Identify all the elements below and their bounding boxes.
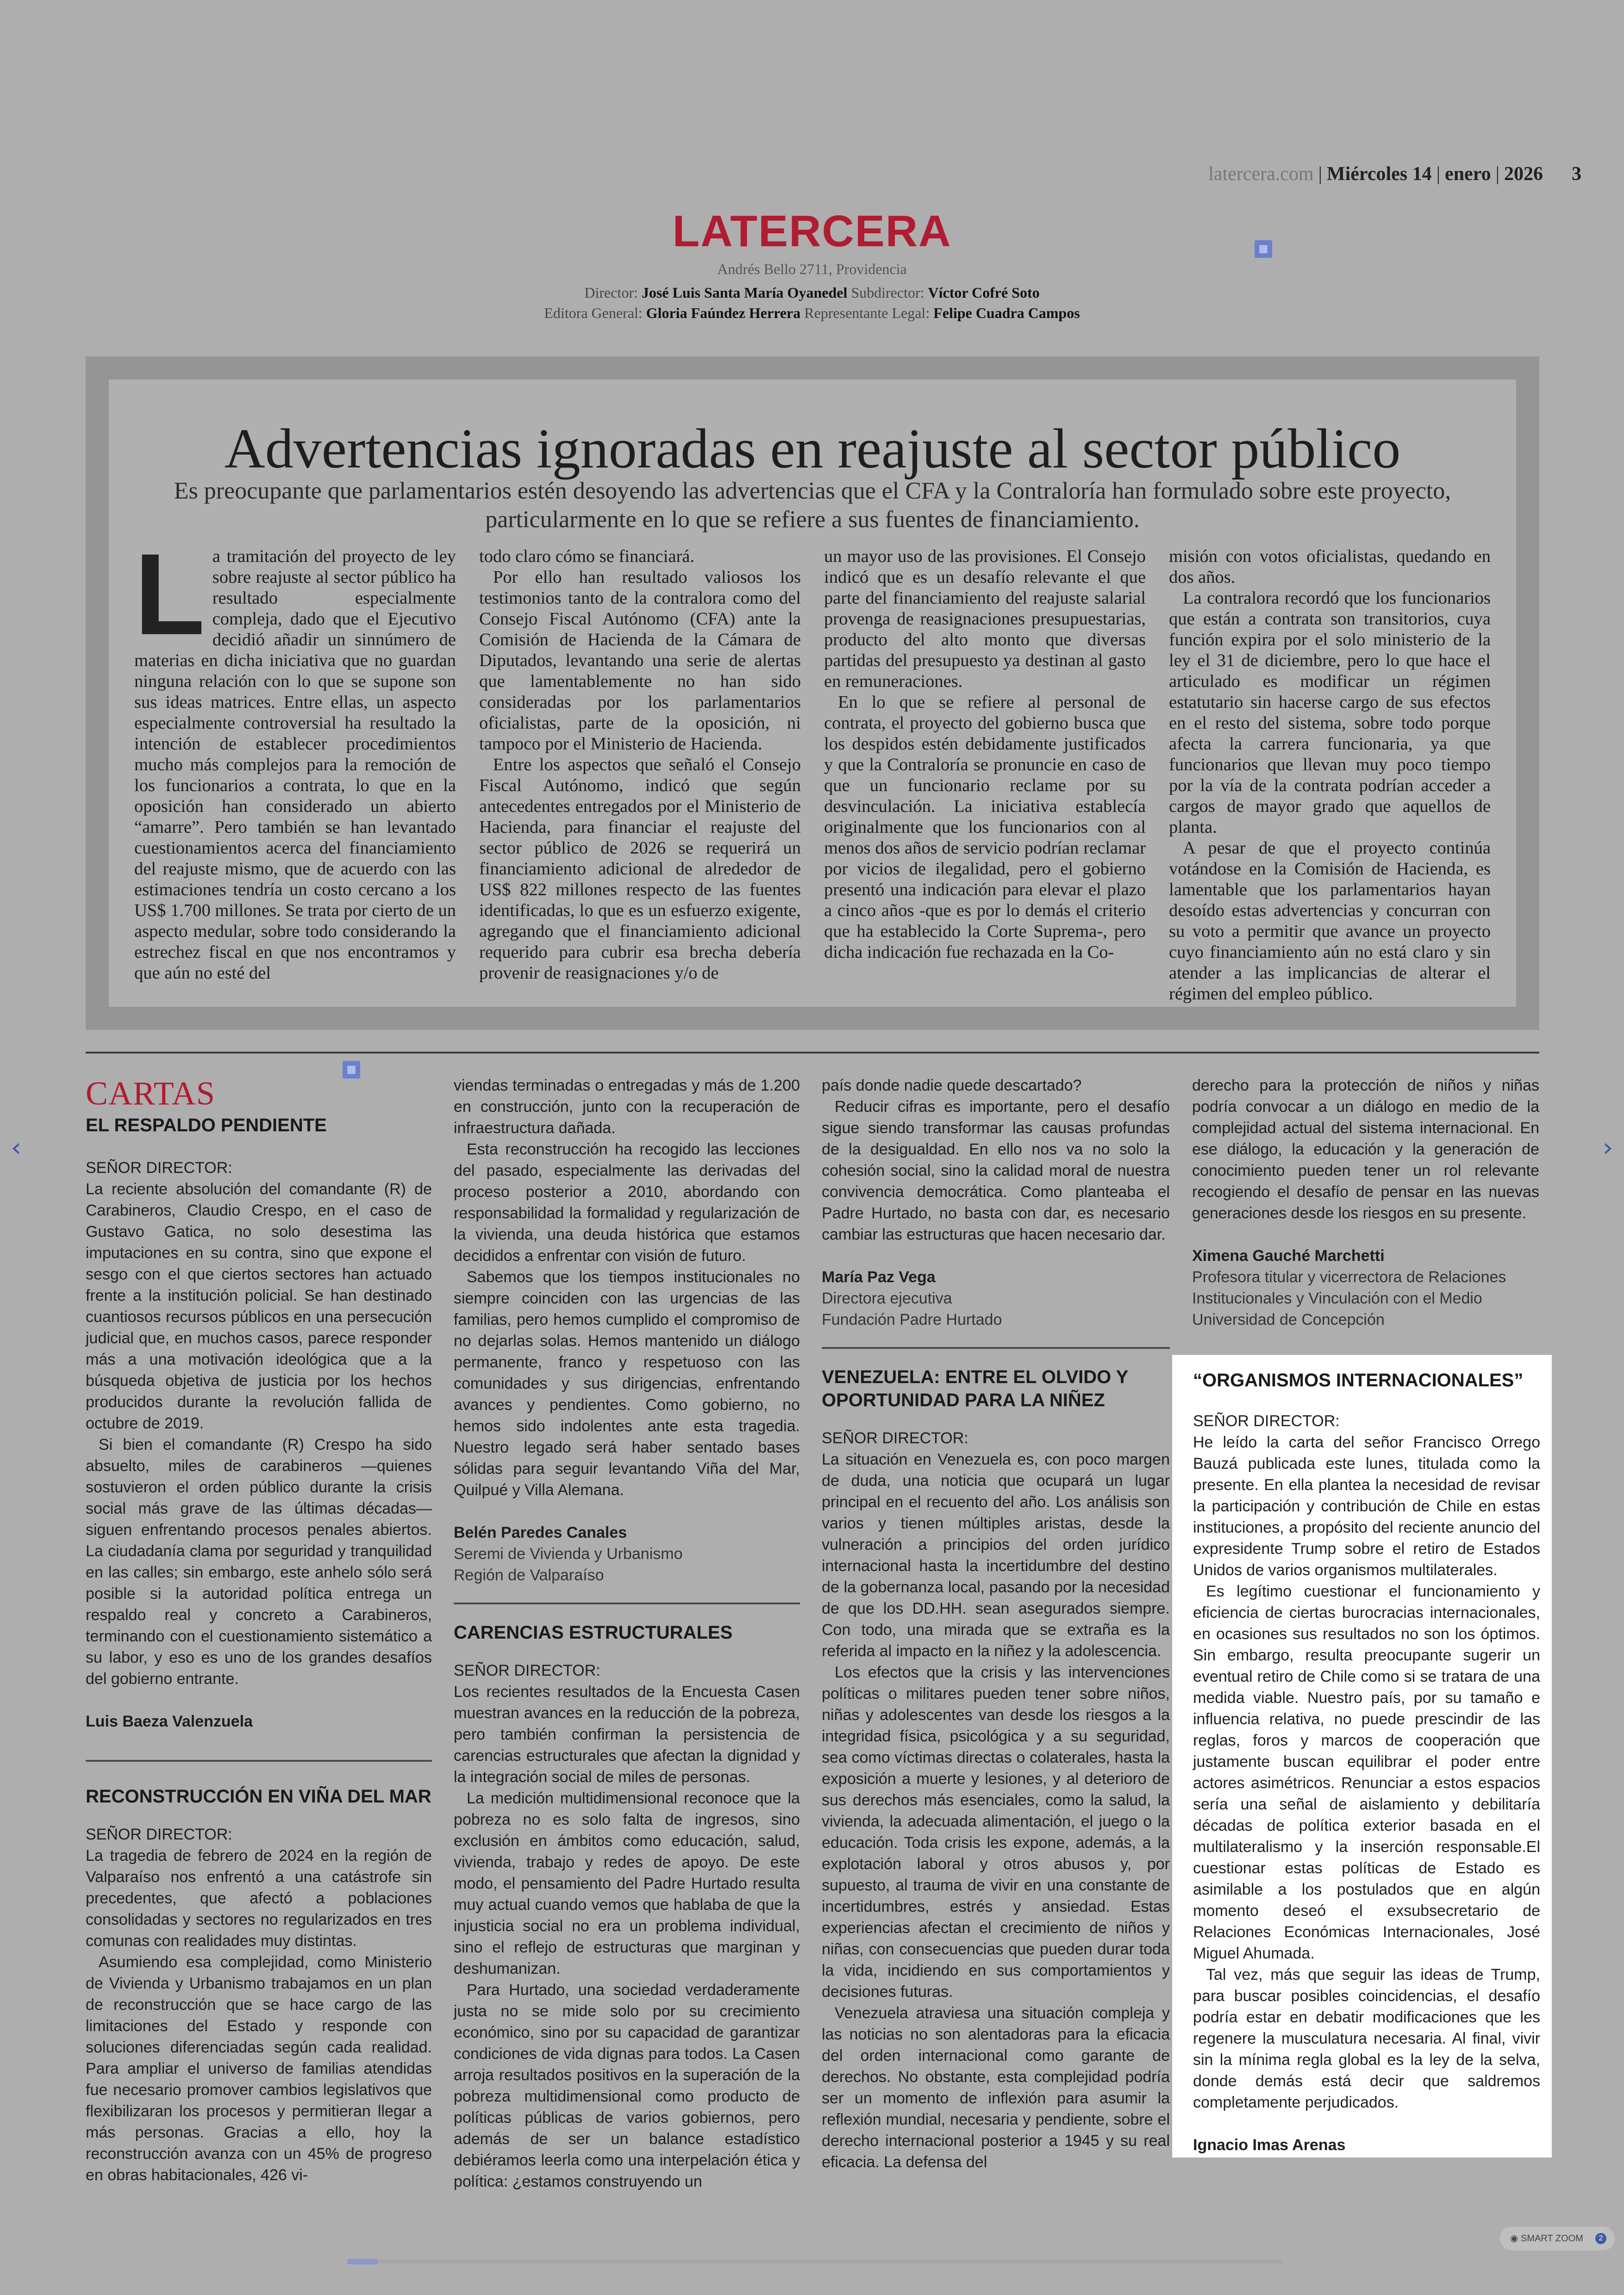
editorial-paragraph: un mayor uso de las provisiones. El Consejo indicó que es un desafío relevante el que parte del financiamiento del reajuste salarial provenga de reasignaciones presupuestarias, producto del alto monto que diversas partidas del presupuesto ya destinan al gasto en remuneraciones. [824,547,1146,691]
subdirector-label: Subdirector: [851,284,924,301]
letter-author-title: Profesora titular y vicerrectora de Relaciones [1192,1268,1506,1286]
editorial-paragraph: En lo que se refiere al personal de contrata, el proyecto del gobierno busca que los despidos estén debidamente justificados y que la Contraloría se pronuncie en caso de que un funcionario reclame por su desvinculación. La iniciativa establecía originalmente que los funcionarios con al menos dos años de servicio podrían reclamar por vicios de ilegalidad, pero el gobierno presentó una indicación para elevar el plazo a cinco años -que es por lo demás el criterio que ha establecido la Corte Suprema-, pero dicha indicación fue rechazada en la Co- [824,692,1146,962]
letter-salutation: SEÑOR DIRECTOR: [86,1826,232,1843]
letter-paragraph: La medición multidimensional reconoce que la pobreza no es solo falta de ingresos, sino exclusión en ámbitos como educación, salud, vivienda, trabajo y redes de apoyo. De este modo, el pensamiento del Padre Hurtado resulta muy actual cuando vemos que hablaba de que la injusticia social no era un problema individual, sino el reflejo de estructuras que marginan y deshumanizan. [454,1790,800,1977]
letter-paragraph: país donde nadie quede descartado? [822,1077,1082,1094]
letter-salutation: SEÑOR DIRECTOR: [86,1159,232,1177]
letter-signature: María Paz Vega [822,1268,936,1286]
editorial-paragraph: misión con votos oficialistas, quedando en dos años. [1169,547,1491,587]
editora-label: Editora General: [544,305,643,321]
masthead [0,206,1624,323]
letter-divider [822,1347,1170,1349]
editorial-column-1 [134,530,456,984]
letters-column-3 [822,1075,1170,2173]
letter-paragraph: viendas terminadas o entregadas y más de 1.200 en construcción, junto con la recuperación de infraestructura dañada. [454,1077,800,1137]
letter-salutation: SEÑOR DIRECTOR: [454,1662,600,1679]
editorial-paragraph: todo claro cómo se financiará. [479,547,695,566]
masthead-address: Andrés Bello 2711, Providencia [717,261,907,277]
letter-paragraph: Si bien el comandante (R) Crespo ha sido absuelto, miles de carabineros —quienes sostuvieron el orden público durante la crisis social más grave de las últimas décadas— siguen enfrentando procesos penales abiertos. La ciudadanía clama por seguridad y tranquilidad en las calles; sin embargo, este anhelo sólo será posible si la autoridad política entrega un respaldo real y concreto a Carabineros, terminando con el cuestionamiento sistemático a su labor, y eso es uno de los grandes desafíos del gobierno entrante. [86,1436,432,1688]
letter-divider [454,1603,800,1604]
date-day: Miércoles 14 [1326,163,1432,185]
letter-title: VENEZUELA: ENTRE EL OLVIDO Y OPORTUNIDAD PARA LA NIÑEZ [822,1367,1128,1410]
director-label: Director: [584,284,638,301]
letter-author-title: Universidad de Concepción [1192,1311,1385,1328]
editorial-paragraph: a tramitación del proyecto de ley sobre reajuste al sector público ha resultado especialmente compleja, dado que el Ejecutivo decidió añadir un sinnúmero de materias en dicha iniciativa que no guardan ninguna relación con lo que se supone son sus ideas matrices. Entre ellas, un aspecto especialmente controversial ha resultado la intención de establecer procedimientos mucho más complejos para la remoción de los funcionarios a contrata, lo que en la oposición han considerado un abierto “amarre”. Pero también se han levantado cuestionamientos acerca del financiamiento del reajuste mismo, que de acuerdo con las estimaciones tendría un costo cercano a los US$ 1.700 millones. Se trata por cierto de un aspecto medular, sobre todo considerando la estrechez fiscal en que nos encontramos y que aún no esté del [134,547,456,983]
highlighted-letter [1193,1369,1540,2156]
editorial-frame [86,356,1539,1030]
letter-paragraph: Asumiendo esa complejidad, como Ministerio de Vivienda y Urbanismo trabajamos en un plan de reconstrucción que se hace cargo de las limitaciones del Estado y responde con soluciones diferenciadas según cada realidad. Para ampliar el universo de familias atendidas fue necesario promover cambios legislativos que flexibilizaran los procesos y permitieran llegar a más personas. Gracias a ello, hoy la reconstrucción avanza con un 45% de progreso en obras habitacionales, 426 vi- [86,1953,432,2184]
editora-name: Gloria Faúndez Herrera [646,305,801,321]
site-url: latercera.com [1208,163,1314,185]
letters-column-2 [454,1075,800,2192]
letter-paragraph: Para Hurtado, una sociedad verdaderamente justa no se mide solo por su crecimiento económico, sino por su capacidad de garantizar condiciones de vida dignas para todos. La Casen arroja resultados positivos en la superación de la pobreza multidimensional como producto de políticas públicas de varios gobiernos, pero además de ser un balance estadístico debiéramos leerla como una interpelación ética y política: ¿estamos construyendo un [454,1981,800,2190]
drop-cap: L [134,530,205,659]
letter-paragraph: La tragedia de febrero de 2024 en la región de Valparaíso nos enfrentó a una catástrofe sin precedentes, que afectó a poblaciones consolidadas y sectores no regularizados en tres comunas con realidades muy distintas. [86,1847,432,1950]
letter-author-title: Región de Valparaíso [454,1566,604,1584]
letters-column-1 [86,1075,432,2186]
page-scrollbar-thumb[interactable] [347,2259,378,2264]
letter-paragraph: Tal vez, más que seguir las ideas de Trump, para buscar posibles coincidencias, el desafío podría estar en debatir modificaciones que les regenere la musculatura necesaria. Al final, vivir sin la mínima regla global es la ley de la selva, donde demás está decir que saldremos completamente perjudicados. [1193,1966,1540,2111]
rep-name: Felipe Cuadra Campos [933,305,1080,321]
editorial-paragraph: La contralora recordó que los funcionarios que están a contrata son transitorios, cuya función expira por el solo ministerio de la ley el 31 de diciembre, pero lo que hace el articulado es modificar un régimen estatutario sin hacerse cargo de sus efectos en el resto del sistema, sobre todo porque afecta la carrera funcionaria, ya que funcionarios que llevan muy poco tiempo por la vía de la contrata podrían acceder a cargos de mayor grado que aquellos de planta. [1169,588,1491,837]
smart-zoom-label: SMART ZOOM [1521,2233,1583,2244]
smart-zoom-badge: 2 [1595,2233,1606,2244]
page-number: 3 [1572,163,1581,185]
letter-paragraph: He leído la carta del señor Francisco Orrego Bauzá publicada este lunes, titulada como la presente. En ella plantea la necesidad de revisar la participación y contribución de Chile en estas instituciones, a propósito del reciente anuncio del expresidente Trump sobre el retiro de Estados Unidos de varios organismos multilaterales. [1193,1434,1540,1579]
editorial-headline: Advertencias ignoradas en reajuste al sector público [224,418,1401,480]
letter-paragraph: Sabemos que los tiempos institucionales no siempre coinciden con las urgencias de las familias, pero hemos cumplido el compromiso de no dejarlas solas. Hemos mantenido un diálogo permanente, franco y respetuoso con las comunidades y sus dirigencias, enfrentando avances y pendientes. Como gobierno, no hemos sido indolentes ante esta tragedia. Nuestro legado será haber sentado bases sólidas para seguir levantando Viña del Mar, Quilpué y Villa Alemana. [454,1268,800,1499]
letter-signature: Ximena Gauché Marchetti [1192,1247,1385,1265]
letter-paragraph: Reducir cifras es importante, pero el desafío sigue siendo transformar las causas profundas de la desigualdad. En ello nos va no solo la cohesión social, sino la calidad moral de nuestra convivencia democrática. Como planteaba el Padre Hurtado, no basta con dar, es necesario cambiar las estructuras que hacen necesario dar. [822,1098,1170,1243]
section-divider [86,1052,1539,1054]
letters-column-4 [1192,1075,1539,1330]
letter-paragraph: La situación en Venezuela es, con poco margen de duda, una noticia que ocupará un lugar principal en el recuento del año. Los análisis son varios y tienen múltiples aristas, desde la vulneración a principios del orden jurídico internacional hasta la incertidumbre del destino de la gobernanza local, pasando por la necesidad de que los DD.HH. sean asegurados siempre. Con todo, una mirada que se extraña es la referida al impacto en la niñez y la adolescencia. [822,1451,1170,1660]
masthead-staff [0,282,1624,323]
date-year: 2026 [1504,163,1543,185]
editorial-paragraph: A pesar de que el proyecto continúa votándose en la Comisión de Hacienda, es lamentable que los parlamentarios hayan desoído estas advertencias y concurran con su voto a permitir que avance un proyecto cuyo financiamiento aún no está claro y sin atender a las implicancias de alterar el régimen del empleo público. [1169,838,1491,1004]
page-scrollbar-track[interactable] [347,2260,1282,2264]
director-name: José Luis Santa María Oyanedel [641,284,848,301]
letter-paragraph: Esta reconstrucción ha recogido las lecciones del pasado, especialmente las derivadas del proceso posterior a 2010, abordando con responsabilidad la formalidad y regularización de la vivienda, una deuda histórica que estamos decididos a enfrentar con visión de futuro. [454,1141,800,1265]
editorial-article[interactable] [109,380,1516,1007]
editorial-column-4 [1169,546,1491,1004]
letter-signature: Ignacio Imas Arenas [1193,2136,1346,2154]
next-page-arrow-icon[interactable]: › [1602,1133,1613,1163]
letter-author-title: Fundación Padre Hurtado [822,1311,1002,1328]
letter-signature: Luis Baeza Valenzuela [86,1713,253,1730]
article-marker-icon[interactable]: ▦ [1255,240,1272,258]
editorial-column-3 [824,546,1146,963]
letter-author-title: Seremi de Vivienda y Urbanismo [454,1545,683,1563]
previous-page-arrow-icon[interactable]: ‹ [11,1133,22,1163]
letter-salutation: SEÑOR DIRECTOR: [822,1429,968,1447]
rep-label: Representante Legal: [804,305,930,321]
dateline: latercera.com | Miércoles 14 | enero | 2026 [1208,163,1543,185]
letters-marker-icon[interactable]: ▦ [343,1061,360,1079]
letter-paragraph: Los efectos que la crisis y las intervenciones políticas o militares pueden tener sobre niños, niñas y adolescentes van desde los riesgos a la integridad física, psicológica y a su seguridad, sea como víctimas directas o colaterales, hasta la exposición a muerte y lesiones, y al deterioro de sus derechos más esenciales, como la salud, la vivienda, la adecuada alimentación, el juego o la educación. Toda crisis les expone, además, a la explotación laboral y otros abusos y, por supuesto, al trauma de vivir en una constante de incertidumbres, estrés y ansiedad. Estas experiencias afectan el crecimiento de niños y niñas, con consecuencias que pueden durar toda la vida, incidiendo en sus comportamientos y decisiones futuras. [822,1664,1170,2001]
letter-paragraph: La reciente absolución del comandante (R) de Carabineros, Claudio Crespo, en el caso de Gustavo Gatica, no solo desestima las imputaciones en su contra, sino que expone el sesgo con el que ciertos sectores han actuado frente a la institución policial. Se han destinado cuantiosos recursos públicos en una persecución judicial que, en muchos casos, parece responder más a una motivación ideológica que a la búsqueda objetiva de justicia por los hechos producidos durante la revolución fallida de octubre de 2019. [86,1180,432,1432]
letter-paragraph: Los recientes resultados de la Encuesta Casen muestran avances en la reducción de la pobreza, pero también confirman la persistencia de carencias estructurales que afectan la dignidad y la integración social de miles de personas. [454,1683,800,1786]
editorial-paragraph: Por ello han resultado valiosos los testimonios tanto de la contralora como del Consejo Fiscal Autónomo (CFA) ante la Comisión de Hacienda de la Cámara de Diputados, levantando una serie de alertas que lamentablemente no han sido consideradas por los parlamentarios oficialistas, parte de la oposición, ni tampoco por el Ministerio de Hacienda. [479,568,801,754]
letter-divider [86,1760,432,1762]
editorial-paragraph: Entre los aspectos que señaló el Consejo Fiscal Autónomo, indicó que según antecedentes entregados por el Ministerio de Hacienda, para financiar el reajuste del sector público de 2026 se requerirá un financiamiento adicional de alrededor de US$ 822 millones respecto de las fuentes identificadas, lo que es un esfuerzo exigente, agregando que el financiamiento adicional requerido para cubrir esa brecha debería provenir de reasignaciones y/o de [479,755,801,983]
letter-title: RECONSTRUCCIÓN EN VIÑA DEL MAR [86,1786,431,1807]
letter-paragraph: Venezuela atraviesa una situación compleja y las noticias no son alentadoras para la eficacia del orden internacional como garante de derechos. No obstante, esta complejidad podría ser un momento de inflexión para asumir la reflexión mundial, necesaria y pendiente, sobre el derecho internacional posterior a 1945 y su real eficacia. La defensa del [822,2004,1170,2171]
letter-author-title: Institucionales y Vinculación con el Medio [1192,1290,1482,1307]
letter-title: EL RESPALDO PENDIENTE [86,1115,327,1135]
editorial-deck: Es preocupante que parlamentarios estén desoyendo las advertencias que el CFA y la Contraloría han formulado sobre este proyecto, particularmente en lo que se refiere a sus fuentes de financiamiento. [174,478,1451,533]
letter-author-title: Directora ejecutiva [822,1290,952,1307]
newspaper-logo: LATERCERA [672,206,952,256]
letter-title: CARENCIAS ESTRUCTURALES [454,1622,733,1643]
editorial-column-2 [479,546,801,984]
letter-paragraph: derecho para la protección de niños y niñas podría convocar a un diálogo en medio de la complejidad actual del sistema internacional. En ese diálogo, la educación y la generación de conocimiento pueden tener un rol relevante recogiendo el desafío de pensar en las nuevas generaciones desde los riesgos en su presente. [1192,1077,1539,1222]
date-month: enero [1445,163,1491,185]
letter-salutation: SEÑOR DIRECTOR: [1193,1412,1340,1430]
letter-paragraph: Es legítimo cuestionar el funcionamiento y eficiencia de ciertas burocracias internacionales, en ocasiones sus resultados no son los óptimos. Sin embargo, resulta preocupante sugerir un eventual retiro de Chile como si se tratara de una medida viable. Nuestro país, por su tamaño e influencia relativa, no puede prescindir de las reglas, foros y marcos de cooperación que justamente buscan equilibrar el poder entre actores asimétricos. Renunciar a estos espacios sería una señal de aislamiento y debilitaría décadas de política exterior basada en el multilateralismo y la inserción responsable.El cuestionar estas políticas de Estado es asimilable a los postulados que en algún momento deseó el exsubsecretario de Relaciones Económicas Internacionales, José Miguel Ahumada. [1193,1583,1540,1962]
smart-zoom-button[interactable] [1500,2226,1615,2251]
eye-icon: ◉ [1510,2233,1518,2244]
section-title-cartas: CARTAS [86,1075,215,1112]
letter-title: “ORGANISMOS INTERNACIONALES” [1193,1370,1524,1391]
letter-signature: Belén Paredes Canales [454,1524,627,1541]
subdirector-name: Víctor Cofré Soto [928,284,1040,301]
